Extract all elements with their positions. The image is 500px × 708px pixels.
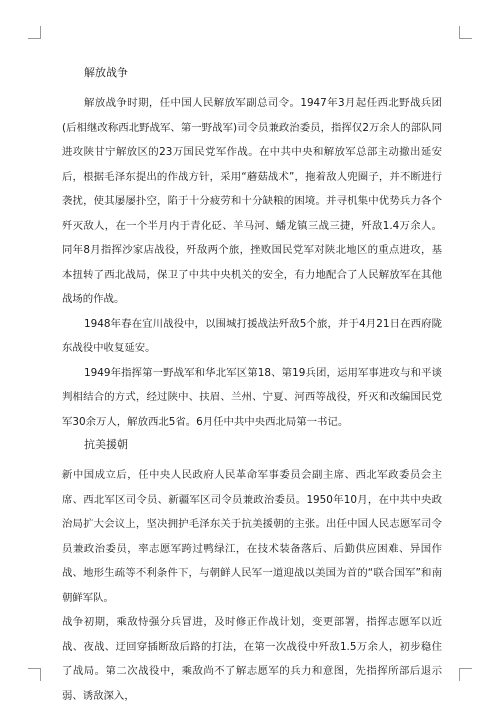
document-body [62, 66, 442, 708]
section-heading-korean-war: 抗美援朝 [84, 438, 128, 451]
corner-mark-bottom-left [28, 668, 41, 681]
paragraph: 解放战争时期，任中国人民解放军副总司令。1947年3月起任西北野战兵团(后相继改称西北野战军、第一野战军)司令员兼政治委员，指挥仅2万余人的部队同进攻陕甘宁解放区的23万国民党军作战。在中共中央和解放军总部主动撤出延安后，根据毛泽东提出的作战方针，采用“蘑菇战术”，拖着敌人兜圈子，并不断进行袭扰，使其屡屡扑空，陷于十分疲劳和十分缺粮的困境。并寻机集中优势兵力各个歼灭敌人，在一个半月内于青化砭、羊马河、蟠龙镇三战三捷，歼敌1.4万余人。同年8月指挥沙家店战役，歼敌两个旅，挫败国民党军对陕北地区的重点进攻，基本扭转了西北战局，保卫了中共中央机关的安全，有力地配合了人民解放军在其他战场的作战。 [62, 97, 442, 305]
corner-mark-top-left [28, 26, 41, 39]
paragraph: 1948年春在宜川战役中，以围城打援战法歼敌5个旅，并于4月21日在西府陇东战役中收复延安。 [62, 317, 442, 354]
corner-mark-top-right [459, 26, 472, 39]
paragraph: 战争初期，乘敌恃强分兵冒进，及时修正作战计划，变更部署，指挥志愿军以近战、夜战、迂回穿插断敌后路的打法，在第一次战役中歼敌1.5万余人，初步稳住了战局。第二次战役中，乘敌尚不了解志愿军的兵力和意图，先指挥所部后退示弱、诱敌深入， [62, 616, 442, 702]
paragraph: 新中国成立后，任中央人民政府人民革命军事委员会副主席、西北军政委员会主席、西北军区司令员、新疆军区司令员兼政治委员。1950年10月，在中共中央政治局扩大会议上，坚决拥护毛泽东关于抗美援朝的主张。出任中国人民志愿军司令员兼政治委员，率志愿军跨过鸭绿江，在技术装备落后、后勤供应困难、异国作战、地形生疏等不利条件下，与朝鲜人民军一道迎战以美国为首的“联合国军”和南朝鲜军队。 [62, 469, 442, 604]
paragraph: 1949年指挥第一野战军和华北军区第18、第19兵团，运用军事进攻与和平谈判相结合的方式，经过陕中、扶眉、兰州、宁夏、河西等战役，歼灭和改编国民党军30余万人，解放西北5省。6月任中共中央西北局第一书记。 [62, 366, 442, 428]
section-heading-liberation-war: 解放战争 [84, 66, 128, 79]
corner-mark-bottom-right [459, 668, 472, 681]
